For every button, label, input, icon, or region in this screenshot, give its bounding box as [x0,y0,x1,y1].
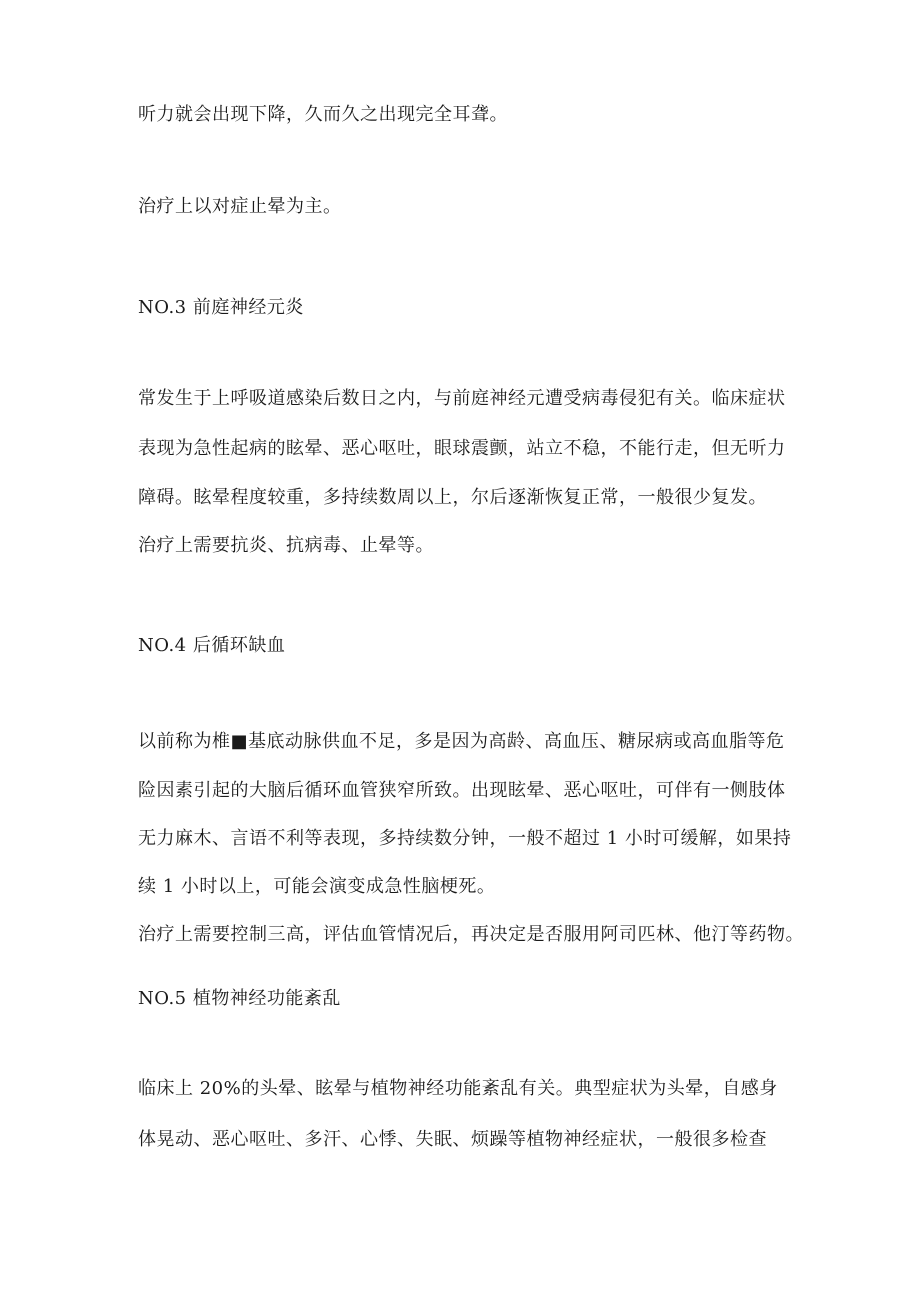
paragraph-line: 临床上 20%的头晕、眩晕与植物神经功能紊乱有关。典型症状为头晕，自感身 [138,1078,778,1099]
paragraph-line: 续 1 小时以上，可能会演变成急性脑梗死。 [138,876,496,897]
paragraph-line: 以前称为椎■基底动脉供血不足，多是因为高龄、高血压、糖尿病或高血脂等危 [138,731,785,752]
paragraph-line: 治疗上以对症止晕为主。 [138,196,342,217]
section-heading-no3: NO.3 前庭神经元炎 [138,297,304,318]
paragraph-line: 听力就会出现下降，久而久之出现完全耳聋。 [138,104,508,125]
paragraph-line: 障碍。眩晕程度较重，多持续数周以上，尔后逐渐恢复正常，一般很少复发。 [138,487,767,508]
paragraph-line: 常发生于上呼吸道感染后数日之内，与前庭神经元遭受病毒侵犯有关。临床症状 [138,388,786,409]
paragraph-line: 表现为急性起病的眩晕、恶心呕吐，眼球震颤，站立不稳，不能行走，但无听力 [138,438,786,459]
paragraph-line: 治疗上需要抗炎、抗病毒、止晕等。 [138,535,434,556]
paragraph-line: 体晃动、恶心呕吐、多汗、心悸、失眠、烦躁等植物神经症状，一般很多检查 [138,1129,767,1150]
paragraph-line: 险因素引起的大脑后循环血管狭窄所致。出现眩晕、恶心呕吐，可伴有一侧肢体 [138,780,786,801]
paragraph-line: 无力麻木、言语不利等表现，多持续数分钟，一般不超过 1 小时可缓解，如果持 [138,828,792,849]
paragraph-line: 治疗上需要控制三高，评估血管情况后，再决定是否服用阿司匹林、他汀等药物。 [138,924,804,945]
section-heading-no5: NO.5 植物神经功能紊乱 [138,988,341,1009]
section-heading-no4: NO.4 后循环缺血 [138,635,286,656]
